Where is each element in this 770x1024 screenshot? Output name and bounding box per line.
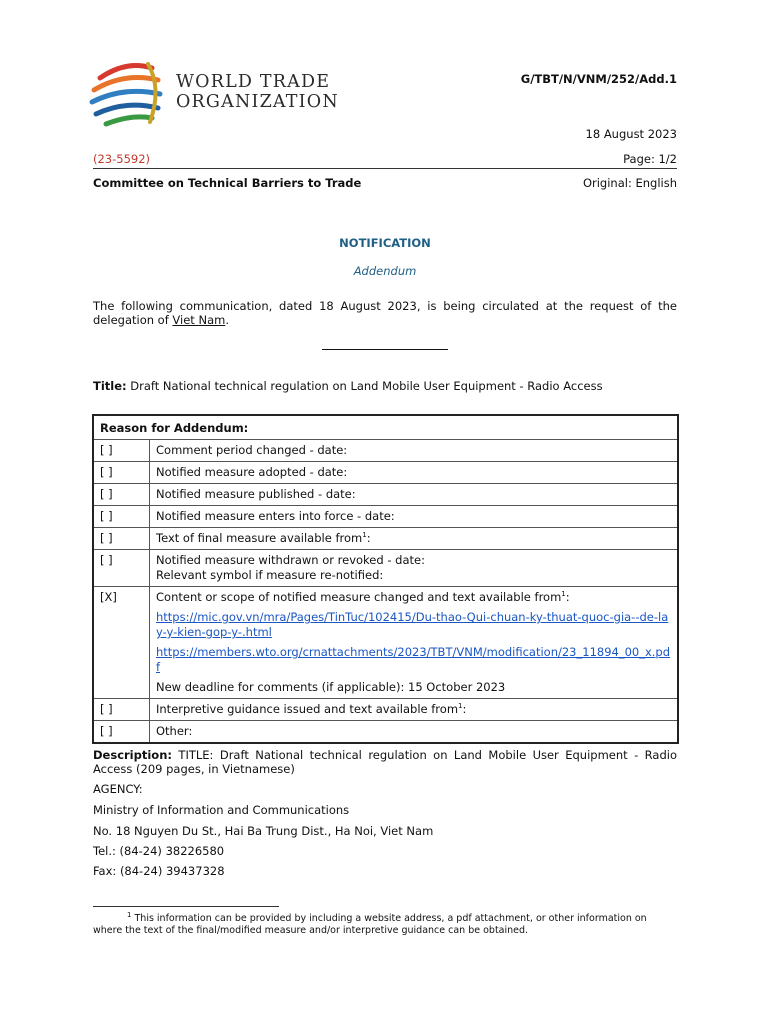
footnote-text: This information can be provided by including a website address, a pdf attachment, or other information on where the text of the final/modified measure and/or interpretive guidance can be obtained. bbox=[93, 913, 647, 936]
intro-paragraph bbox=[93, 299, 677, 327]
document-symbol: G/TBT/N/VNM/252/Add.1 bbox=[520, 72, 677, 86]
separator-line bbox=[322, 349, 448, 350]
table-row bbox=[93, 699, 678, 721]
checkbox-marker: [X] bbox=[93, 587, 150, 699]
footnote bbox=[93, 910, 677, 937]
footnote-indent bbox=[93, 913, 127, 924]
table-row bbox=[93, 721, 678, 744]
checkbox-marker: [ ] bbox=[93, 462, 150, 484]
table-row bbox=[93, 484, 678, 506]
table-row bbox=[93, 550, 678, 587]
description-paragraph bbox=[93, 748, 677, 776]
agency-tel: Tel.: (84-24) 38226580 bbox=[93, 844, 225, 858]
row-cell bbox=[150, 699, 679, 721]
checkbox-marker: [ ] bbox=[93, 721, 150, 744]
row-text: Other: bbox=[150, 721, 679, 744]
member-name: Viet Nam bbox=[172, 313, 226, 327]
title-line bbox=[93, 379, 603, 393]
checkbox-marker: [ ] bbox=[93, 550, 150, 587]
page-indicator: Page: 1/2 bbox=[623, 152, 677, 166]
row-text: Notified measure withdrawn or revoked - date: bbox=[156, 553, 425, 567]
row-text-line bbox=[156, 590, 671, 605]
agency-address: No. 18 Nguyen Du St., Hai Ba Trung Dist., Ha Noi, Viet Nam bbox=[93, 824, 434, 838]
row-cell bbox=[150, 587, 679, 699]
comment-deadline: New deadline for comments (if applicable): 15 October 2023 bbox=[156, 680, 506, 694]
notification-heading: NOTIFICATION bbox=[339, 236, 431, 250]
committee-name: Committee on Technical Barriers to Trade bbox=[93, 176, 362, 190]
org-name-line1: WORLD TRADE bbox=[176, 72, 331, 92]
title-text: Draft National technical regulation on Land Mobile User Equipment - Radio Access bbox=[126, 379, 603, 393]
row-text: Notified measure adopted - date: bbox=[150, 462, 679, 484]
description-text: TITLE: Draft National technical regulation on Land Mobile User Equipment - Radio Access (209 pages, in Vietnamese) bbox=[93, 748, 677, 776]
footnote-ref: 1 bbox=[561, 590, 566, 599]
row-cell bbox=[150, 528, 679, 550]
agency-label: AGENCY: bbox=[93, 782, 143, 796]
table-row bbox=[93, 528, 678, 550]
reason-table bbox=[92, 414, 679, 744]
original-language: Original: English bbox=[582, 176, 677, 190]
checkbox-marker: [ ] bbox=[93, 484, 150, 506]
row-text: Comment period changed - date: bbox=[150, 440, 679, 462]
row-suffix: : bbox=[366, 531, 371, 545]
addendum-subheading: Addendum bbox=[353, 264, 417, 278]
row-text: Content or scope of notified measure changed and text available from bbox=[156, 590, 562, 604]
intro-text: The following communication, dated 18 August 2023, is being circulated at the request of the delegation of bbox=[93, 299, 677, 327]
checkbox-marker: [ ] bbox=[93, 699, 150, 721]
row-text: Interpretive guidance issued and text available from bbox=[156, 702, 459, 716]
checkbox-marker: [ ] bbox=[93, 528, 150, 550]
row-suffix: : bbox=[565, 590, 570, 604]
footnote-ref: 1 bbox=[362, 531, 367, 540]
table-row bbox=[93, 587, 678, 699]
title-label: Title: bbox=[93, 379, 127, 393]
row-text-secondary: Relevant symbol if measure re-notified: bbox=[156, 568, 384, 582]
footnote-marker: 1 bbox=[127, 910, 132, 919]
wto-attachment-link[interactable]: https://members.wto.org/crnattachments/2023/TBT/VNM/modification/23_11894_00_x.pdf bbox=[156, 645, 671, 674]
row-suffix: : bbox=[462, 702, 467, 716]
header-divider bbox=[93, 168, 677, 169]
footnote-ref: 1 bbox=[458, 702, 463, 711]
row-text: Notified measure published - date: bbox=[150, 484, 679, 506]
reason-header: Reason for Addendum: bbox=[93, 415, 678, 440]
org-name-line2: ORGANIZATION bbox=[176, 92, 339, 112]
description-label: Description: bbox=[93, 748, 172, 762]
row-cell bbox=[150, 550, 679, 587]
intro-end: . bbox=[225, 313, 229, 327]
agency-name: Ministry of Information and Communications bbox=[93, 803, 350, 817]
table-row bbox=[93, 506, 678, 528]
mic-link-wrap bbox=[156, 610, 671, 640]
agency-fax: Fax: (84-24) 39437328 bbox=[93, 864, 225, 878]
table-row bbox=[93, 462, 678, 484]
checkbox-marker: [ ] bbox=[93, 440, 150, 462]
document-reference: (23-5592) bbox=[93, 152, 151, 166]
checkbox-marker: [ ] bbox=[93, 506, 150, 528]
row-text: Text of final measure available from bbox=[156, 531, 363, 545]
org-name bbox=[176, 72, 339, 112]
row-text: Notified measure enters into force - date: bbox=[150, 506, 679, 528]
document-date: 18 August 2023 bbox=[585, 127, 677, 141]
mic-link[interactable]: https://mic.gov.vn/mra/Pages/TinTuc/102415/Du-thao-Qui-chuan-ky-thuat-quoc-gia--de-lay-y-kien-gop-y-.html bbox=[156, 610, 669, 639]
table-row bbox=[93, 440, 678, 462]
table-header-row bbox=[93, 415, 678, 440]
footnote-divider bbox=[93, 906, 279, 907]
wto-link-wrap bbox=[156, 645, 671, 675]
